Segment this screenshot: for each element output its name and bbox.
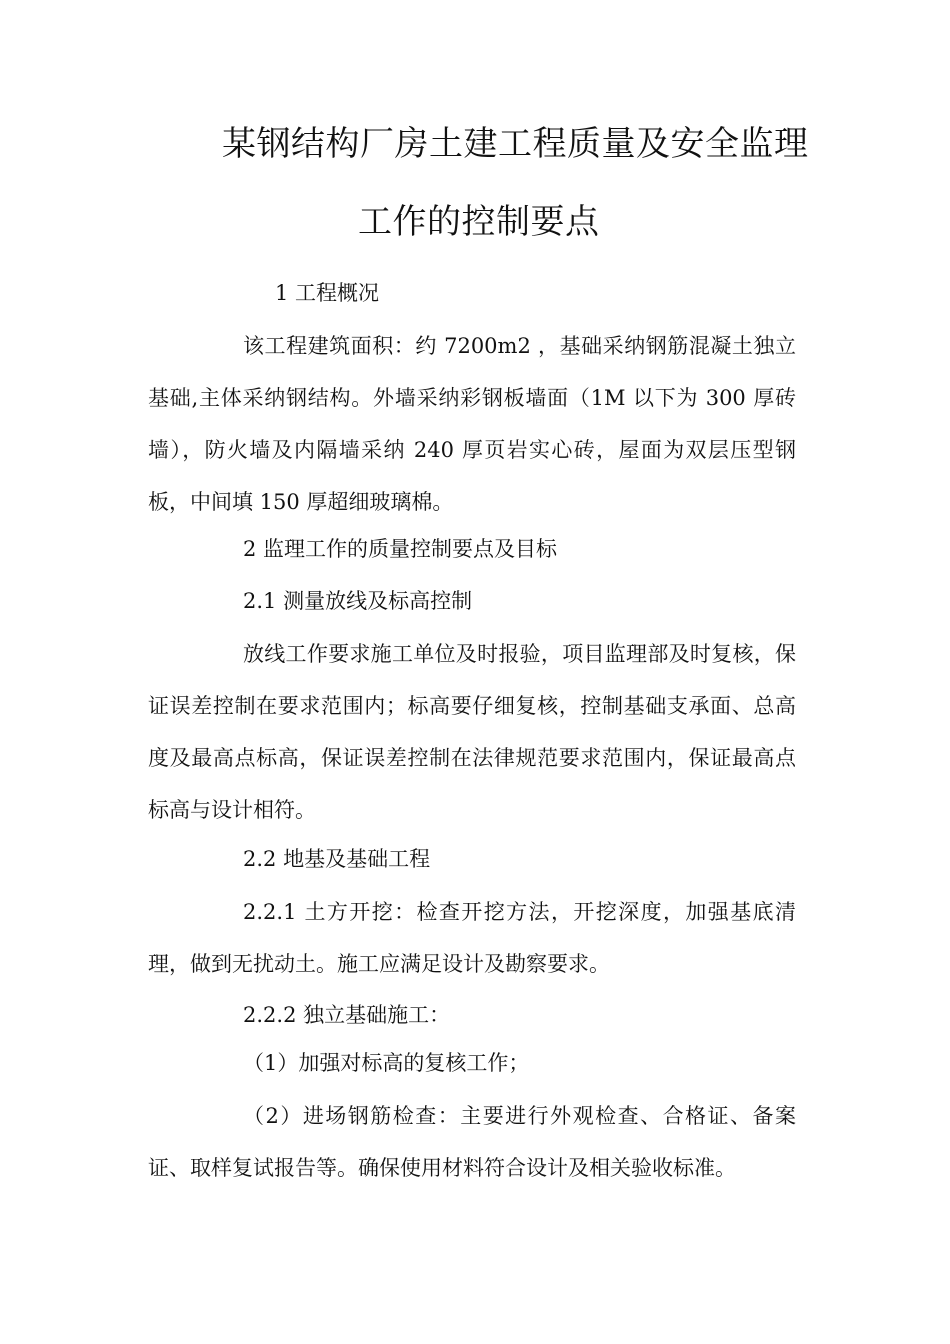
paragraph-text: 该工程建筑面积：约 7200m2 ，基础采纳钢筋混凝土独立基础,主体采纳钢结构。外墙采纳彩钢板墙面（1M 以下为 300 厚砖墙），防火墙及内隔墙采纳 240 厚页岩实心砖，屋面为双层压型钢板，中间填 150 厚超细玻璃棉。	[148, 334, 796, 514]
paragraph-project-overview	[148, 320, 796, 528]
paragraph-earthwork	[148, 886, 796, 990]
section-heading-2: 2 监理工作的质量控制要点及目标	[243, 537, 558, 561]
document-title-line-1: 某钢结构厂房土建工程质量及安全监理	[222, 124, 809, 164]
document-title-line-2: 工作的控制要点	[358, 202, 600, 242]
paragraph-text: 2.2.1 土方开挖：检查开挖方法，开挖深度，加强基底清理，做到无扰动土。施工应满足设计及勘察要求。	[148, 900, 796, 976]
section-heading-2-1: 2.1 测量放线及标高控制	[243, 589, 473, 613]
section-heading-1: 1 工程概况	[275, 281, 380, 305]
section-heading-2-2: 2.2 地基及基础工程	[243, 847, 431, 871]
paragraph-text: 放线工作要求施工单位及时报验，项目监理部及时复核，保证误差控制在要求范围内；标高要仔细复核，控制基础支承面、总高度及最高点标高，保证误差控制在法律规范要求范围内，保证最高点标高与设计相符。	[148, 642, 796, 822]
list-item-1: （1）加强对标高的复核工作；	[243, 1051, 530, 1075]
section-heading-2-2-2: 2.2.2 独立基础施工：	[243, 1003, 451, 1027]
paragraph-survey-control	[148, 628, 796, 836]
list-item-2	[148, 1090, 796, 1194]
paragraph-text: （2）进场钢筋检查：主要进行外观检查、合格证、备案证、取样复试报告等。确保使用材料符合设计及相关验收标准。	[148, 1104, 796, 1180]
